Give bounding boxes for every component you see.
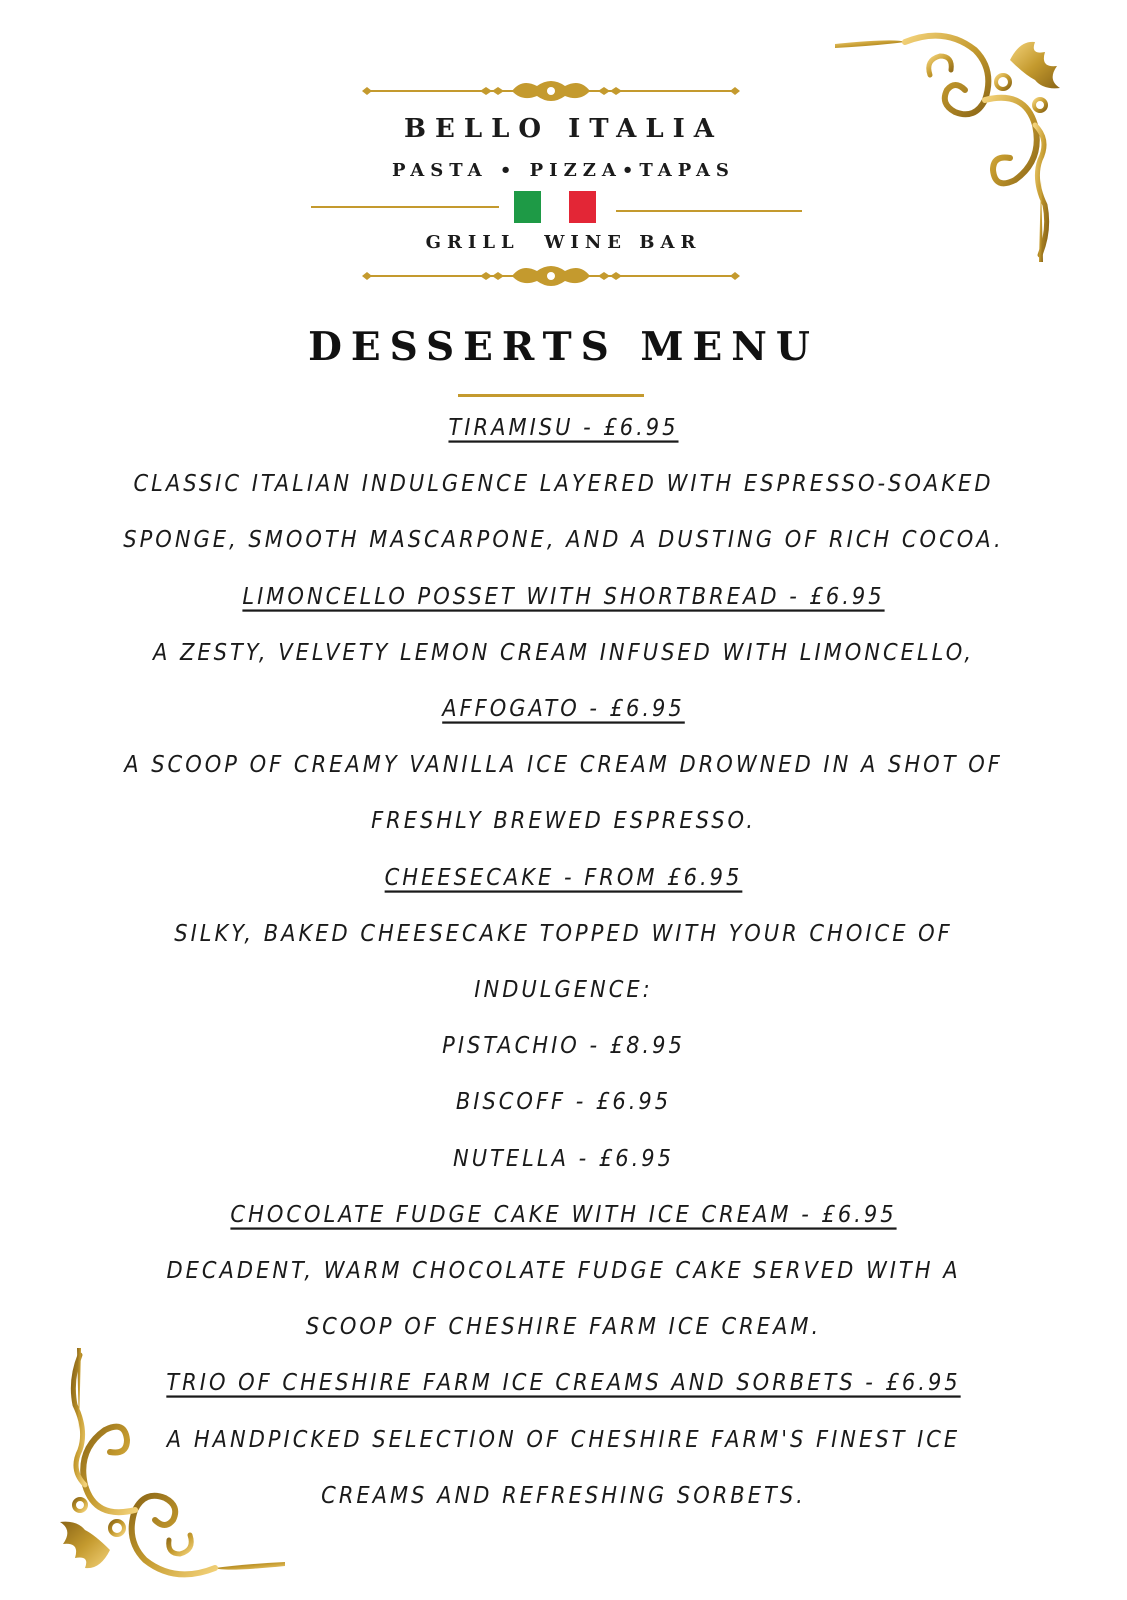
menu-item-description: INDULGENCE: (474, 975, 653, 1003)
gold-scroll-divider-bottom-icon (362, 263, 740, 289)
gold-rule-right (616, 210, 802, 212)
menu-item-description: SPONGE, SMOOTH MASCARPONE, AND A DUSTING OF RICH COCOA. (123, 525, 1004, 553)
gold-scroll-divider-top-icon (362, 78, 740, 104)
menu-item-heading: AFFOGATO - £6.95 (442, 694, 685, 722)
menu-item-description: CLASSIC ITALIAN INDULGENCE LAYERED WITH ESPRESSO-SOAKED (133, 469, 994, 497)
menu-item-heading: TRIO OF CHESHIRE FARM ICE CREAMS AND SORBETS - £6.95 (166, 1368, 961, 1396)
menu-item-description: DECADENT, WARM CHOCOLATE FUDGE CAKE SERVED WITH A (166, 1256, 961, 1284)
menu-item-description: NUTELLA - £6.95 (453, 1144, 674, 1172)
menu-item-heading: TIRAMISU - £6.95 (448, 413, 679, 441)
menu-item-description: SCOOP OF CHESHIRE FARM ICE CREAM. (305, 1312, 822, 1340)
italian-flag-green-block (514, 191, 541, 223)
menu-item-description: A SCOOP OF CREAMY VANILLA ICE CREAM DROWNED IN A SHOT OF (124, 750, 1003, 778)
brand-name: BELLO ITALIA (404, 114, 723, 144)
menu-item-heading: CHEESECAKE - FROM £6.95 (384, 863, 743, 891)
menu-item-description: A ZESTY, VELVETY LEMON CREAM INFUSED WITH LIMONCELLO, (152, 638, 975, 666)
menu-item-description: FRESHLY BREWED ESPRESSO. (371, 806, 756, 834)
italian-flag-red-block (569, 191, 596, 223)
menu-item-heading: LIMONCELLO POSSET WITH SHORTBREAD - £6.95 (242, 582, 885, 610)
brand-tagline: PASTA • PIZZA•TAPAS (392, 160, 735, 181)
menu-item-heading: CHOCOLATE FUDGE CAKE WITH ICE CREAM - £6.95 (230, 1200, 897, 1228)
menu-item-description: A HANDPICKED SELECTION OF CHESHIRE FARM'S FINEST ICE (166, 1425, 961, 1453)
menu-title: DESSERTS MENU (308, 324, 819, 370)
menu-item-description: BISCOFF - £6.95 (455, 1087, 672, 1115)
menu-item-description: SILKY, BAKED CHEESECAKE TOPPED WITH YOUR CHOICE OF (174, 919, 953, 947)
menu-item-description: CREAMS AND REFRESHING SORBETS. (321, 1481, 806, 1509)
brand-subtitle: GRILL WINE BAR (425, 232, 702, 253)
title-underline-rule (458, 394, 644, 397)
menu-item-description: PISTACHIO - £8.95 (442, 1031, 685, 1059)
gold-rule-left (311, 206, 499, 208)
